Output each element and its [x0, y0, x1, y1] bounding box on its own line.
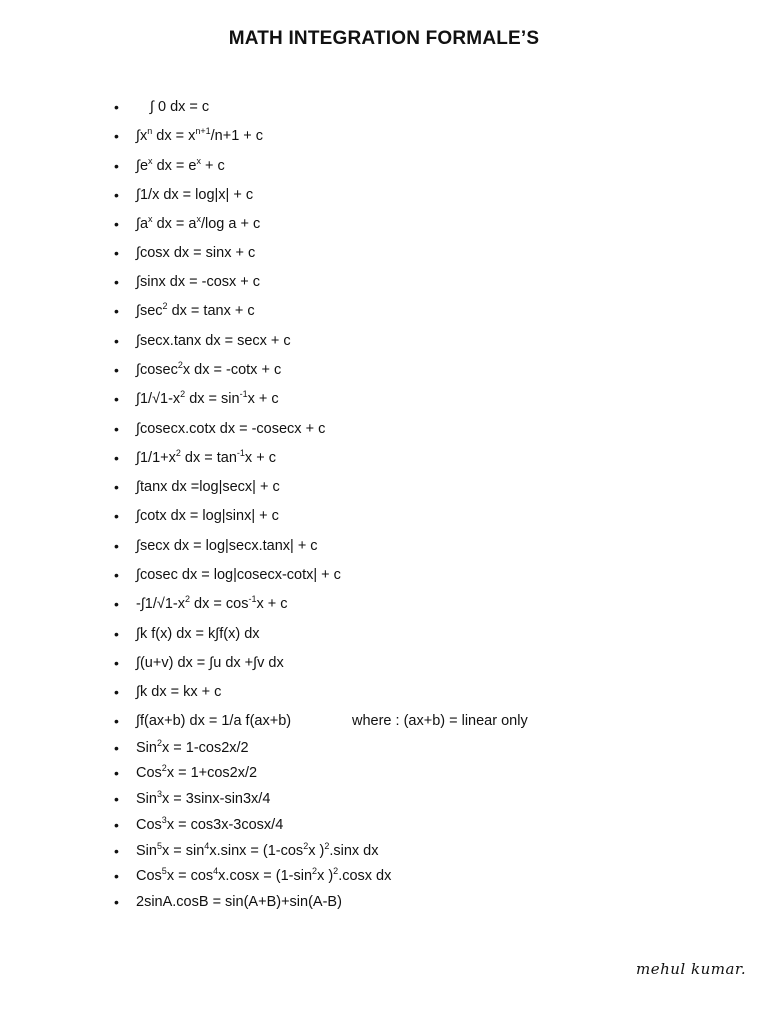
- formula-superscript: 5: [156, 841, 162, 851]
- formula-item: [136, 681, 221, 703]
- formula-item: [136, 359, 281, 381]
- formula-item: [136, 184, 253, 206]
- formula-note: where : (ax+b) = linear only: [352, 713, 528, 729]
- formula-text: ∫f(ax+b) dx = 1/a f(ax+b): [136, 713, 292, 729]
- page-title: MATH INTEGRATION FORMALE’S: [228, 28, 540, 49]
- formula-superscript: 2: [177, 360, 183, 370]
- formula-text: dx = sin: [185, 391, 240, 407]
- formula-text: ∫tanx dx =log|secx| + c: [136, 479, 280, 495]
- formula-item: [136, 242, 255, 264]
- formula-text: .cosx dx: [338, 868, 392, 884]
- formula-text: ∫cosx dx = sinx + c: [136, 245, 256, 261]
- formula-text: ∫k f(x) dx = k∫f(x) dx: [136, 626, 260, 642]
- formula-text: x = cos3x-3cosx/4: [166, 817, 284, 833]
- formula-superscript: 2: [303, 841, 309, 851]
- formula-item: [136, 623, 260, 645]
- formula-item: [136, 125, 263, 147]
- formula-text: Sin: [136, 843, 157, 859]
- formula-superscript: -1: [236, 448, 245, 458]
- formula-item: [136, 710, 528, 732]
- formula-superscript: 2: [161, 763, 167, 773]
- formula-text: x.cosx = (1-sin: [218, 868, 313, 884]
- formula-text: dx = a: [152, 216, 197, 232]
- formula-text: ∫(u+v) dx = ∫u dx +∫v dx: [136, 655, 284, 671]
- formula-superscript: 2: [156, 738, 162, 748]
- formula-text: x + c: [244, 450, 276, 466]
- formula-text: .sinx dx: [329, 843, 379, 859]
- formula-item: [136, 788, 270, 810]
- formula-text: dx = tan: [180, 450, 237, 466]
- formula-item: [136, 865, 391, 887]
- formula-item: [136, 814, 283, 836]
- formula-text: ∫cotx dx = log|sinx| + c: [136, 508, 279, 524]
- formula-item: [136, 762, 257, 784]
- formula-text: ∫x: [136, 128, 148, 144]
- formula-superscript: 3: [156, 789, 162, 799]
- formula-item: [136, 593, 288, 615]
- formula-text: Cos: [136, 868, 162, 884]
- formula-text: ∫secx dx = log|secx.tanx| + c: [136, 538, 318, 554]
- formula-superscript: 2: [333, 866, 339, 876]
- formula-text: x dx = -cotx + c: [182, 362, 282, 378]
- formula-superscript: x: [148, 214, 153, 224]
- formula-text: ∫cosec dx = log|cosecx-cotx| + c: [136, 567, 341, 583]
- formula-superscript: x: [148, 156, 153, 166]
- formula-item: [136, 271, 260, 293]
- formula-superscript: 2: [312, 866, 318, 876]
- formula-text: Cos: [136, 765, 162, 781]
- formula-superscript: 5: [161, 866, 167, 876]
- formula-item: [136, 737, 249, 759]
- formula-superscript: n+1: [195, 126, 211, 136]
- formula-text: dx = cos: [190, 596, 249, 612]
- formula-superscript: 4: [204, 841, 210, 851]
- formula-text: ∫e: [136, 158, 149, 174]
- author-signature: mehul kumar.: [636, 960, 747, 978]
- formula-text: x + c: [247, 391, 279, 407]
- formula-text: Sin: [136, 791, 157, 807]
- formula-superscript: x: [196, 214, 201, 224]
- formula-text: ∫1/√1-x: [136, 391, 181, 407]
- formula-item: [136, 535, 318, 557]
- formula-text: ∫cosec: [136, 362, 178, 378]
- formula-text: dx = x: [152, 128, 196, 144]
- formula-item: [136, 213, 260, 235]
- formula-item: [136, 418, 325, 440]
- formula-item: [136, 564, 341, 586]
- formula-text: ∫sinx dx = -cosx + c: [136, 274, 261, 290]
- formula-text: x = cos: [166, 868, 214, 884]
- formula-item: [150, 96, 209, 118]
- formula-text: 2sinA.cosB = sin(A+B)+sin(A-B): [136, 894, 342, 910]
- formula-text: ∫a: [136, 216, 149, 232]
- formula-text: x = sin: [161, 843, 205, 859]
- formula-superscript: x: [196, 156, 201, 166]
- formula-text: ∫ 0 dx = c: [150, 99, 210, 115]
- formula-text: x.sinx = (1-cos: [209, 843, 304, 859]
- formula-text: x = 3sinx-sin3x/4: [161, 791, 271, 807]
- formula-text: /log a + c: [200, 216, 261, 232]
- formula-superscript: n: [147, 126, 153, 136]
- formula-text: ∫cosecx.cotx dx = -cosecx + c: [136, 421, 326, 437]
- formula-text: ∫secx.tanx dx = secx + c: [136, 333, 291, 349]
- formula-item: [136, 388, 279, 410]
- formula-superscript: 3: [161, 815, 167, 825]
- formula-superscript: 2: [175, 448, 181, 458]
- formula-text: ∫1/1+x: [136, 450, 176, 466]
- formula-text: Cos: [136, 817, 162, 833]
- formula-superscript: 2: [180, 389, 186, 399]
- formula-text: x = 1-cos2x/2: [161, 740, 249, 756]
- formula-text: dx = e: [152, 158, 197, 174]
- formula-text: ∫1/x dx = log|x| + c: [136, 187, 254, 203]
- formula-text: x ): [308, 843, 325, 859]
- formula-text: x ): [317, 868, 334, 884]
- formula-item: [136, 840, 379, 862]
- formula-item: [136, 505, 279, 527]
- formula-item: [136, 300, 255, 322]
- formula-text: dx = tanx + c: [167, 303, 255, 319]
- formula-superscript: -1: [239, 389, 248, 399]
- formula-item: [136, 330, 291, 352]
- formula-text: ∫sec: [136, 303, 163, 319]
- formula-text: Sin: [136, 740, 157, 756]
- formula-item: [136, 476, 280, 498]
- formula-text: + c: [200, 158, 225, 174]
- formula-text: ∫k dx = kx + c: [136, 684, 222, 700]
- formula-item: [136, 155, 225, 177]
- formula-text: /n+1 + c: [210, 128, 264, 144]
- formula-superscript: 2: [162, 301, 168, 311]
- formula-item: [136, 652, 284, 674]
- formula-text: x = 1+cos2x/2: [166, 765, 258, 781]
- formula-text: x + c: [256, 596, 288, 612]
- formula-superscript: -1: [248, 594, 257, 604]
- formula-superscript: 4: [213, 866, 219, 876]
- formula-item: [136, 891, 342, 913]
- formula-superscript: 2: [185, 594, 191, 604]
- formula-text: -∫1/√1-x: [136, 596, 185, 612]
- formula-item: [136, 447, 276, 469]
- formula-superscript: 2: [324, 841, 330, 851]
